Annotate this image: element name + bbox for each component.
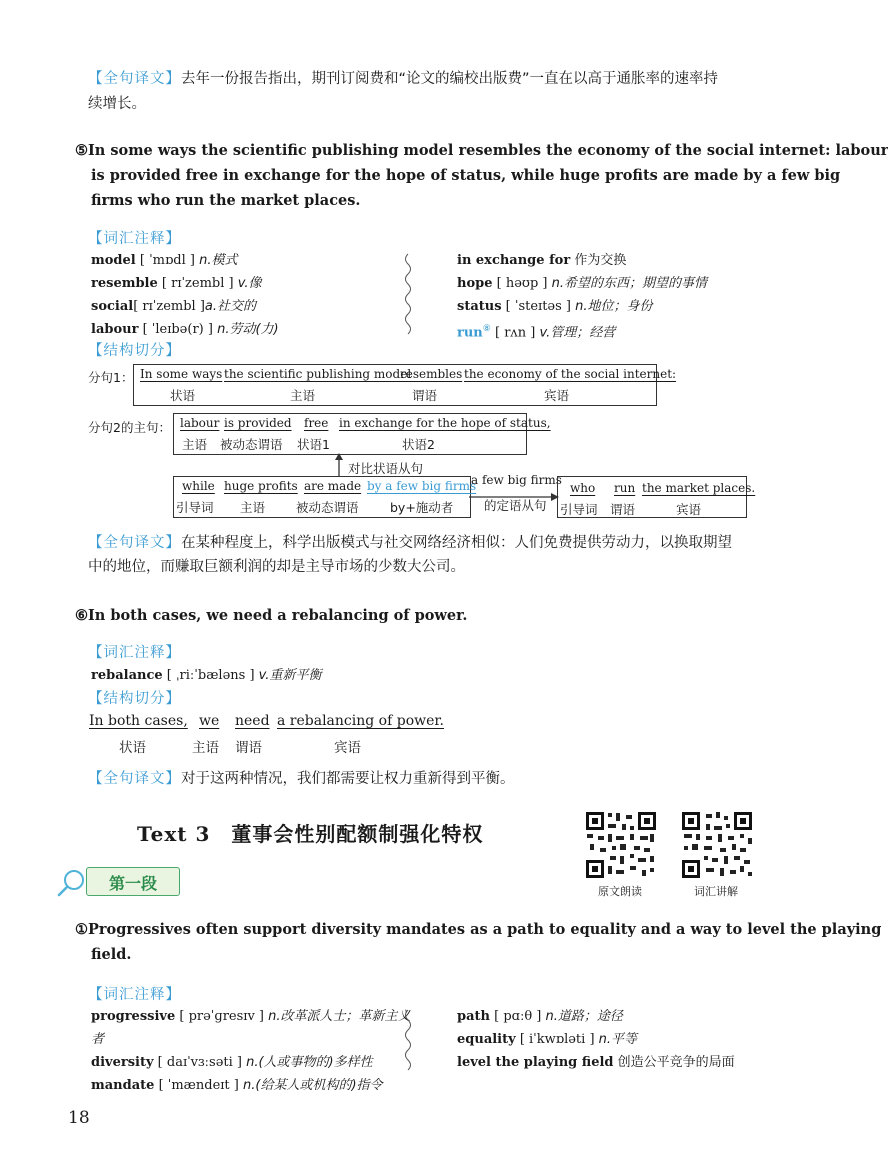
arrow-up-icon: [334, 453, 344, 476]
clause2-part: is provided: [224, 416, 292, 430]
sub-part: are made: [304, 479, 362, 493]
sub-role: 被动态谓语: [296, 500, 359, 515]
s6-role: 主语: [192, 740, 219, 756]
sub-role: by+施动者: [390, 500, 454, 515]
sentence-5-line2: is provided free in exchange for the hope of status, while huge profits are made by a few big: [91, 167, 841, 184]
clause1-box: [133, 364, 677, 406]
divider-squiggle: [402, 1010, 414, 1070]
rel-role: 宾语: [676, 502, 702, 517]
vocab-item: run⑧ [ rʌn ] v.管理；经营: [457, 324, 616, 341]
relative-clause-box: [557, 476, 756, 518]
structure-tag: 【结构切分】: [88, 691, 181, 707]
clause1-part: resembles: [400, 367, 463, 381]
clause1-label: 分句1：: [88, 370, 134, 385]
attr-clause-label: 的定语从句: [484, 498, 547, 513]
magnifier-icon: [56, 868, 86, 898]
sub-part: while: [182, 479, 215, 493]
clause2-label: 分句2的主句：: [88, 420, 171, 435]
s6-structure: [89, 713, 449, 757]
rel-role: 引导词: [560, 502, 598, 517]
rel-part: who: [570, 481, 596, 495]
qr-label-audio: 原文朗读: [598, 885, 642, 898]
translation-text-cont: 续增长。: [88, 96, 146, 112]
vocab-item: status [ ˈsteɪtəs ] n.地位；身份: [457, 299, 653, 314]
vocab-item: diversity [ daɪˈvɜːsəti ] n.(人或事物的)多样性: [91, 1055, 373, 1070]
paragraph-label-box: [86, 867, 180, 896]
vocab-item: equality [ iˈkwɒləti ] n.平等: [457, 1032, 638, 1047]
qr-code-vocab-icon[interactable]: [680, 810, 754, 880]
paragraph-label: 第一段: [108, 874, 157, 893]
vocab-item: rebalance [ ˌriːˈbæləns ] v.重新平衡: [91, 668, 322, 683]
vocab-item: progressive [ prəˈɡresɪv ] n.改革派人士；革新主义者: [91, 1009, 411, 1047]
sentence-6: ⑥In both cases, we need a rebalancing of power.: [75, 607, 468, 624]
rel-role: 谓语: [610, 502, 636, 517]
vocab-item: mandate [ ˈmændeɪt ] n.(给某人或机构的)指令: [91, 1078, 383, 1093]
translation-block-6: 【全句译文】对于这两种情况，我们都需要让权力重新得到平衡。: [88, 771, 515, 787]
s6-role: 宾语: [334, 740, 361, 756]
contrast-clause-label: 对比状语从句: [348, 461, 424, 476]
vocab-item: labour [ ˈleɪbə(r) ] n.劳动(力): [91, 322, 279, 337]
divider-squiggle: [402, 254, 414, 334]
s6-part: a rebalancing of power.: [277, 713, 444, 729]
sentence-5-line1: ⑤In some ways the scientific publishing model resembles the economy of the social internet: labour: [75, 142, 888, 159]
clause2-part: in exchange for the hope of status,: [339, 416, 551, 430]
vocab-tag: 【词汇注释】: [88, 231, 181, 247]
rel-part: the market places.: [642, 481, 756, 495]
translation-text: 去年一份报告指出，期刊订阅费和“论文的编校出版费”一直在以高于通胀率的速率持: [181, 71, 719, 87]
vocab-item: in exchange for 作为交换: [457, 253, 627, 268]
vocab-item: hope [ həʊp ] n.希望的东西；期望的事情: [457, 276, 707, 291]
clause1-part: In some ways: [140, 367, 223, 381]
s6-part: we: [199, 713, 220, 729]
vocab-tag: 【词汇注释】: [88, 987, 181, 1003]
translation-tag: 【全句译文】: [88, 535, 181, 551]
clause1-part: the scientific publishing model: [224, 367, 412, 381]
sentence-1-line1: ①Progressives often support diversity mandates as a path to equality and a way to level the playing: [75, 921, 882, 938]
translation-block-5: 【全句译文】在某种程度上，科学出版模式与社交网络经济相似：人们免费提供劳动力，以换取期望: [88, 535, 732, 551]
qr-label-vocab: 词汇讲解: [694, 885, 738, 898]
sub-part: huge profits: [224, 479, 298, 493]
vocab-item: path [ pɑːθ ] n.道路；途径: [457, 1009, 623, 1024]
qr-code-audio-icon[interactable]: [584, 810, 658, 880]
s6-part: In both cases,: [89, 713, 188, 729]
s6-role: 状语: [119, 740, 146, 756]
vocab-item: resemble [ rɪˈzembl ] v.像: [91, 276, 262, 291]
vocab-tag: 【词汇注释】: [88, 645, 181, 661]
clause2-role: 被动态谓语: [220, 437, 283, 452]
vocab-item: level the playing field 创造公平竞争的局面: [457, 1055, 735, 1070]
sub-role: 主语: [240, 500, 266, 515]
sentence-number: ⑤: [75, 142, 88, 159]
translation-text-cont: 中的地位，而赚取巨额利润的却是主导市场的少数大公司。: [88, 559, 465, 575]
clause2-part: free: [304, 416, 329, 430]
clause2-box: [173, 413, 551, 455]
structure-tag: 【结构切分】: [88, 343, 181, 359]
sub-part-highlight: by a few big firms: [367, 479, 477, 493]
s6-role: 谓语: [235, 740, 262, 756]
page-number: 18: [68, 1108, 90, 1128]
rel-part: run: [614, 481, 636, 495]
sub-role: 引导词: [176, 500, 214, 515]
vocab-list-left: [91, 1005, 411, 1097]
vocab-list-right: [457, 1005, 777, 1074]
clause1-role: 主语: [290, 388, 316, 403]
vocab-item: social[ rɪˈzembl ]a.社交的: [91, 299, 257, 314]
vocab-list-right: [457, 249, 777, 344]
sentence-1-line2: field.: [91, 946, 132, 963]
clause2-role: 主语: [182, 437, 208, 452]
attr-clause-target: a few big firms: [471, 473, 562, 487]
clause1-part: the economy of the social internet:: [464, 367, 677, 381]
clause2-part: labour: [180, 416, 220, 430]
clause1-role: 谓语: [412, 388, 438, 403]
clause1-role: 宾语: [544, 388, 570, 403]
vocab-list-left: [91, 249, 411, 341]
text-title: Text 3 董事会性别配额制强化特权: [137, 822, 484, 846]
sentence-5-line3: firms who run the market places.: [91, 192, 361, 209]
clause2-role: 状语2: [402, 437, 435, 452]
sub-clause-box: [173, 476, 477, 518]
clause1-role: 状语: [170, 388, 196, 403]
arrow-right-icon: [469, 486, 559, 494]
s6-part: need: [235, 713, 270, 729]
translation-tag: 【全句译文】: [88, 71, 181, 87]
vocab-item: model [ ˈmɒdl ] n.模式: [91, 253, 238, 268]
clause2-role: 状语1: [297, 437, 330, 452]
translation-block-top: [88, 67, 768, 92]
